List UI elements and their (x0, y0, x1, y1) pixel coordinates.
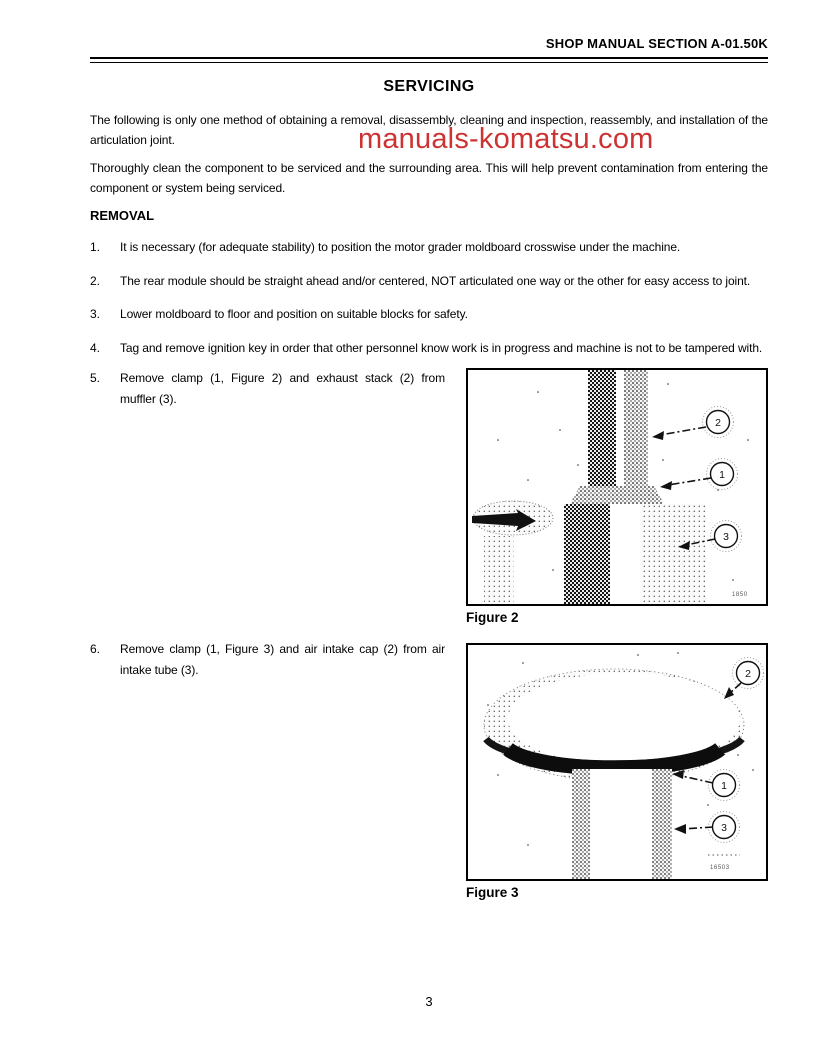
figure-2 (466, 368, 768, 625)
arrowhead (652, 431, 664, 440)
item-number: 6. (90, 642, 100, 656)
photo-id: 16503 (710, 865, 730, 871)
page-title: SERVICING (383, 78, 475, 95)
figure-row-3 (90, 639, 768, 900)
section-header: SHOP MANUAL SECTION A-01.50K (545, 36, 768, 51)
list-item (90, 304, 768, 325)
item-number: 1. (90, 240, 100, 254)
air-intake-tube (572, 769, 672, 879)
figure-3 (466, 643, 768, 900)
page-number: 3 (425, 994, 433, 1009)
arrowhead (674, 824, 686, 834)
air-intake-cap-illustration (468, 645, 766, 879)
mirror-bracket (472, 501, 553, 604)
step-5-column (90, 368, 445, 409)
exhaust-stack (588, 370, 648, 486)
item-text: Tag and remove ignition key in order that other personnel know work is in progress and machine is not to be tampered with. (120, 340, 763, 355)
item-text: Lower moldboard to floor and position on suitable blocks for safety. (120, 307, 468, 321)
muffler (564, 504, 706, 604)
callout-2 (724, 658, 764, 700)
arrowhead (724, 687, 734, 699)
item-number: 5. (90, 371, 100, 385)
watermark: manuals-komatsu.com (358, 123, 654, 155)
item-text: Remove clamp (1, Figure 3) and air intake cap (2) from air intake tube (3). (120, 642, 445, 677)
callout-1-number: 1 (719, 469, 725, 481)
list-item (90, 368, 445, 409)
air-intake-cap (484, 669, 744, 781)
step-6-column (90, 639, 445, 680)
arrowhead (660, 481, 672, 490)
callout-3-number: 3 (721, 822, 727, 834)
item-text: The rear module should be straight ahead and/or centered, NOT articulated one way or the other for easy access to joint. (120, 273, 751, 288)
callout-1 (660, 459, 738, 491)
callout-2-number: 2 (715, 417, 721, 429)
callout-1-number: 1 (721, 780, 727, 792)
item-text: Remove clamp (1, Figure 2) and exhaust stack (2) from muffler (3). (120, 371, 445, 406)
item-text: It is necessary (for adequate stability) to position the motor grader moldboard crosswise under the machine. (120, 240, 681, 254)
list-item (90, 271, 768, 292)
photo-id: 1850 (732, 592, 748, 598)
double-rule (90, 57, 768, 63)
list-item (90, 237, 768, 258)
item-number: 3. (90, 307, 100, 321)
figure-row-2 (90, 368, 768, 625)
item-number: 2. (90, 273, 100, 288)
figure-3-photo (466, 643, 768, 881)
item-number: 4. (90, 340, 100, 355)
callout-2-number: 2 (745, 668, 751, 680)
callout-3 (674, 812, 740, 843)
intro-paragraph-2: Thoroughly clean the component to be serviced and the surrounding area. This will help prevent contamination from entering the component or system being serviced. (90, 161, 768, 195)
list-item (90, 338, 768, 359)
callout-3-number: 3 (723, 531, 729, 543)
figure-2-photo (466, 368, 768, 606)
exhaust-stack-illustration (468, 370, 766, 604)
removal-heading: REMOVAL (90, 208, 155, 223)
intro-paragraph-1: The following is only one method of obtaining a removal, disassembly, cleaning and inspection, reassembly, and installation of the articulation joint. (90, 113, 768, 147)
callout-1 (672, 770, 740, 801)
callout-2 (652, 407, 734, 441)
figure-3-caption: Figure 3 (466, 885, 519, 900)
clamp (570, 486, 664, 504)
figure-2-caption: Figure 2 (466, 610, 519, 625)
list-item (90, 639, 445, 680)
